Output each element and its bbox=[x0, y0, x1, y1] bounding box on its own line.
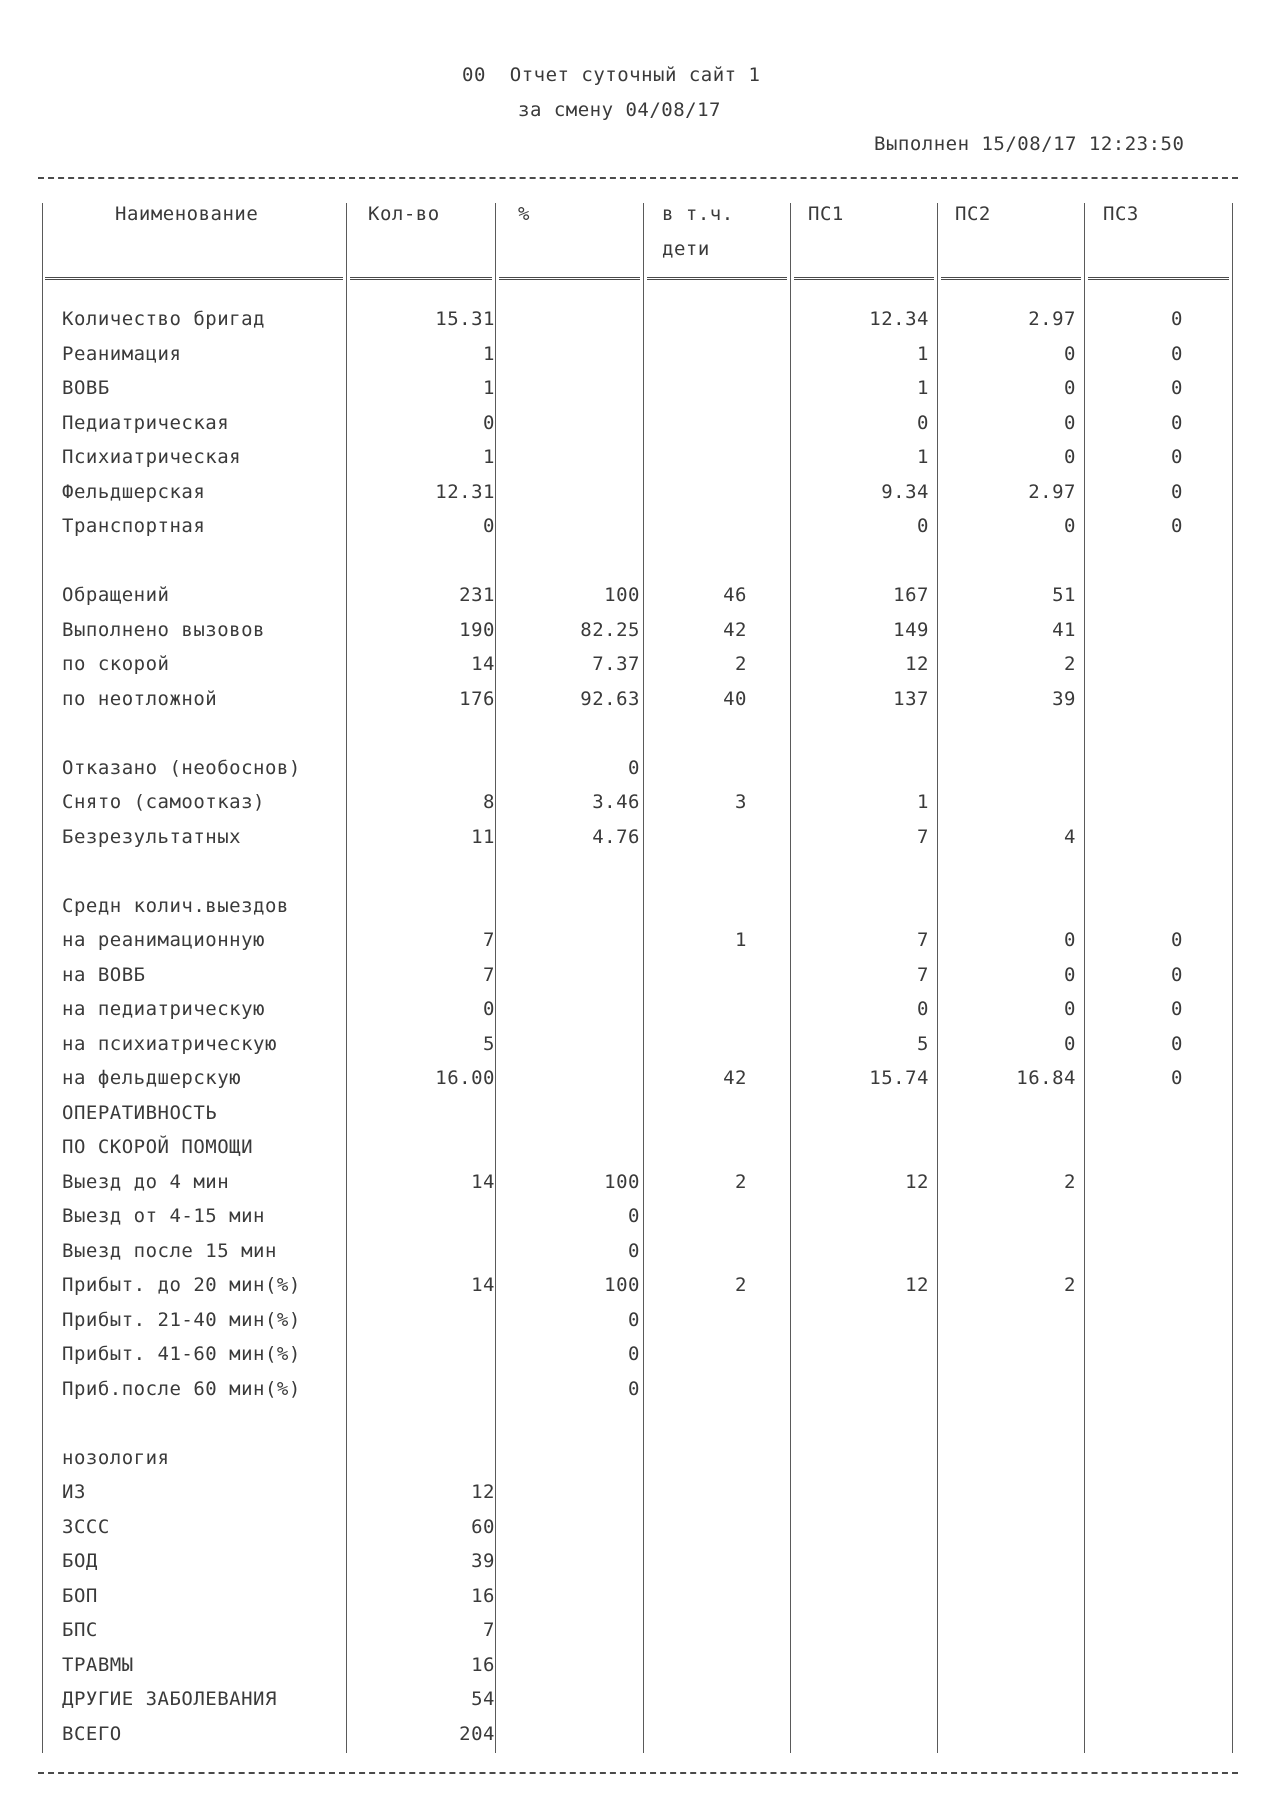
report-title: 00 Отчет суточный сайт 1 bbox=[462, 64, 761, 86]
row-name: ПО СКОРОЙ ПОМОЩИ bbox=[62, 1136, 254, 1158]
row-ps1: 15.74 bbox=[869, 1067, 929, 1089]
row-qty: 1 bbox=[483, 342, 495, 365]
row-kids: 46 bbox=[723, 584, 747, 606]
row-percent: 0 bbox=[628, 1343, 640, 1365]
row-percent: 100 bbox=[604, 584, 640, 606]
column-separator bbox=[643, 203, 644, 1753]
row-ps3: 0 bbox=[1171, 998, 1183, 1020]
row-ps2: 16.84 bbox=[1016, 1067, 1076, 1089]
column-separator bbox=[495, 203, 496, 1753]
top-dashed-rule bbox=[38, 177, 1238, 179]
row-name: Безрезультатных bbox=[62, 825, 242, 848]
row-qty: 7 bbox=[483, 963, 495, 986]
row-percent: 3.46 bbox=[592, 791, 640, 813]
row-ps2: 0 bbox=[1064, 377, 1076, 399]
row-name: Прибыт. 21-40 мин(%) bbox=[62, 1308, 301, 1331]
row-qty: 231 bbox=[459, 584, 495, 606]
row-ps3: 0 bbox=[1171, 480, 1183, 503]
row-ps1: 167 bbox=[893, 584, 929, 606]
row-name: Транспортная bbox=[62, 515, 206, 537]
row-qty: 15.31 bbox=[435, 308, 495, 330]
row-qty: 0 bbox=[483, 411, 495, 434]
row-name: на реанимационную bbox=[62, 929, 265, 951]
row-name: на психиатрическую bbox=[62, 1032, 277, 1055]
row-ps1: 149 bbox=[893, 618, 929, 641]
row-name: на фельдшерскую bbox=[62, 1067, 242, 1089]
row-percent: 100 bbox=[604, 1274, 640, 1296]
row-name: Выезд до 4 мин bbox=[62, 1170, 230, 1193]
row-ps2: 2.97 bbox=[1028, 308, 1076, 330]
row-qty: 14 bbox=[471, 1170, 495, 1193]
column-header-percent: % bbox=[518, 203, 530, 225]
row-ps2: 0 bbox=[1064, 929, 1076, 951]
row-ps2: 2 bbox=[1064, 1170, 1076, 1193]
row-percent: 0 bbox=[628, 1308, 640, 1331]
row-kids: 2 bbox=[735, 653, 747, 675]
column-separator bbox=[1232, 203, 1233, 1753]
row-qty: 16 bbox=[471, 1584, 495, 1607]
row-ps3: 0 bbox=[1171, 963, 1183, 986]
row-kids: 40 bbox=[723, 687, 747, 710]
row-name: на ВОВБ bbox=[62, 963, 146, 986]
row-qty: 12 bbox=[471, 1481, 495, 1503]
row-name: Реанимация bbox=[62, 342, 182, 365]
header-separator bbox=[45, 277, 343, 280]
row-qty: 54 bbox=[471, 1688, 495, 1710]
header-separator bbox=[1088, 277, 1229, 280]
column-header-ps2: ПС2 bbox=[955, 203, 991, 225]
row-ps1: 7 bbox=[917, 825, 929, 848]
column-separator bbox=[346, 203, 347, 1753]
row-percent: 100 bbox=[604, 1170, 640, 1193]
row-kids: 42 bbox=[723, 1067, 747, 1089]
row-percent: 4.76 bbox=[592, 825, 640, 848]
row-ps1: 1 bbox=[917, 791, 929, 813]
column-header-ps3: ПС3 bbox=[1103, 203, 1139, 225]
column-header-qty: Кол-во bbox=[368, 203, 440, 225]
header-separator bbox=[647, 277, 787, 280]
row-qty: 8 bbox=[483, 791, 495, 813]
row-ps3: 0 bbox=[1171, 1067, 1183, 1089]
row-name: ДРУГИЕ ЗАБОЛЕВАНИЯ bbox=[62, 1688, 277, 1710]
row-percent: 0 bbox=[628, 756, 640, 779]
row-name: Педиатрическая bbox=[62, 411, 230, 434]
row-name: Снято (самоотказ) bbox=[62, 791, 265, 813]
row-name: ИЗ bbox=[62, 1481, 86, 1503]
row-kids: 1 bbox=[735, 929, 747, 951]
row-ps3: 0 bbox=[1171, 411, 1183, 434]
row-ps2: 2 bbox=[1064, 653, 1076, 675]
row-name: Средн колич.выездов bbox=[62, 894, 289, 917]
row-name: Количество бригад bbox=[62, 308, 265, 330]
row-ps1: 1 bbox=[917, 342, 929, 365]
row-qty: 39 bbox=[471, 1550, 495, 1572]
row-ps2: 2.97 bbox=[1028, 480, 1076, 503]
row-qty: 204 bbox=[459, 1722, 495, 1745]
row-percent: 92.63 bbox=[580, 687, 640, 710]
row-ps3: 0 bbox=[1171, 342, 1183, 365]
row-name: БПС bbox=[62, 1619, 98, 1641]
row-ps1: 7 bbox=[917, 929, 929, 951]
row-name: Выезд от 4-15 мин bbox=[62, 1205, 265, 1227]
row-name: ЗССС bbox=[62, 1515, 110, 1538]
row-ps2: 0 bbox=[1064, 446, 1076, 468]
row-name: БОП bbox=[62, 1584, 98, 1607]
header-separator bbox=[941, 277, 1081, 280]
row-name: нозология bbox=[62, 1446, 170, 1469]
row-name: Фельдшерская bbox=[62, 480, 206, 503]
row-name: Прибыт. до 20 мин(%) bbox=[62, 1274, 301, 1296]
row-ps2: 51 bbox=[1052, 584, 1076, 606]
row-name: ТРАВМЫ bbox=[62, 1653, 134, 1676]
row-qty: 16.00 bbox=[435, 1067, 495, 1089]
row-ps1: 137 bbox=[893, 687, 929, 710]
row-name: по скорой bbox=[62, 653, 170, 675]
row-qty: 14 bbox=[471, 653, 495, 675]
row-ps1: 5 bbox=[917, 1032, 929, 1055]
row-ps1: 12.34 bbox=[869, 308, 929, 330]
row-ps2: 41 bbox=[1052, 618, 1076, 641]
row-ps3: 0 bbox=[1171, 515, 1183, 537]
row-qty: 0 bbox=[483, 998, 495, 1020]
row-name: ОПЕРАТИВНОСТЬ bbox=[62, 1101, 218, 1124]
column-separator bbox=[1084, 203, 1085, 1753]
row-kids: 42 bbox=[723, 618, 747, 641]
header-separator bbox=[794, 277, 934, 280]
row-qty: 60 bbox=[471, 1515, 495, 1538]
row-ps3: 0 bbox=[1171, 1032, 1183, 1055]
row-percent: 0 bbox=[628, 1239, 640, 1262]
header-separator bbox=[499, 277, 640, 280]
row-name: Выполнено вызовов bbox=[62, 618, 265, 641]
row-ps1: 12 bbox=[905, 1170, 929, 1193]
row-name: на педиатрическую bbox=[62, 998, 265, 1020]
row-ps1: 1 bbox=[917, 377, 929, 399]
row-qty: 7 bbox=[483, 929, 495, 951]
row-ps1: 0 bbox=[917, 411, 929, 434]
row-qty: 190 bbox=[459, 618, 495, 641]
column-separator bbox=[937, 203, 938, 1753]
column-header-kids-line2: дети bbox=[662, 238, 710, 260]
row-kids: 2 bbox=[735, 1170, 747, 1193]
header-separator bbox=[350, 277, 492, 280]
row-percent: 0 bbox=[628, 1205, 640, 1227]
column-header-kids: в т.ч. bbox=[662, 203, 734, 225]
bottom-dashed-rule bbox=[38, 1772, 1238, 1774]
row-ps2: 0 bbox=[1064, 515, 1076, 537]
row-ps2: 0 bbox=[1064, 411, 1076, 434]
row-qty: 11 bbox=[471, 825, 495, 848]
row-name: Выезд после 15 мин bbox=[62, 1239, 277, 1262]
row-ps3: 0 bbox=[1171, 308, 1183, 330]
row-ps3: 0 bbox=[1171, 377, 1183, 399]
row-ps2: 4 bbox=[1064, 825, 1076, 848]
row-qty: 14 bbox=[471, 1274, 495, 1296]
row-qty: 0 bbox=[483, 515, 495, 537]
row-name: ВСЕГО bbox=[62, 1722, 122, 1745]
row-name: Психиатрическая bbox=[62, 446, 242, 468]
row-kids: 2 bbox=[735, 1274, 747, 1296]
row-ps2: 2 bbox=[1064, 1274, 1076, 1296]
row-name: Обращений bbox=[62, 584, 170, 606]
column-separator bbox=[42, 203, 43, 1753]
row-name: Приб.после 60 мин(%) bbox=[62, 1377, 301, 1400]
row-qty: 12.31 bbox=[435, 480, 495, 503]
row-ps1: 0 bbox=[917, 998, 929, 1020]
row-name: по неотложной bbox=[62, 687, 218, 710]
row-ps1: 7 bbox=[917, 963, 929, 986]
row-ps3: 0 bbox=[1171, 446, 1183, 468]
generated-timestamp: Выполнен 15/08/17 12:23:50 bbox=[874, 133, 1185, 155]
row-ps2: 0 bbox=[1064, 1032, 1076, 1055]
row-ps1: 0 bbox=[917, 515, 929, 537]
row-ps2: 39 bbox=[1052, 687, 1076, 710]
row-percent: 0 bbox=[628, 1377, 640, 1400]
row-qty: 1 bbox=[483, 446, 495, 468]
row-qty: 16 bbox=[471, 1653, 495, 1676]
row-percent: 7.37 bbox=[592, 653, 640, 675]
row-name: БОД bbox=[62, 1550, 98, 1572]
row-percent: 82.25 bbox=[580, 618, 640, 641]
row-kids: 3 bbox=[735, 791, 747, 813]
column-header-ps1: ПС1 bbox=[808, 203, 844, 225]
row-ps1: 12 bbox=[905, 1274, 929, 1296]
row-qty: 7 bbox=[483, 1619, 495, 1641]
row-qty: 176 bbox=[459, 687, 495, 710]
row-ps3: 0 bbox=[1171, 929, 1183, 951]
row-name: ВОВБ bbox=[62, 377, 110, 399]
row-ps2: 0 bbox=[1064, 963, 1076, 986]
column-header-name: Наименование bbox=[115, 203, 259, 225]
row-qty: 5 bbox=[483, 1032, 495, 1055]
column-separator bbox=[790, 203, 791, 1753]
row-ps1: 9.34 bbox=[881, 480, 929, 503]
row-ps1: 1 bbox=[917, 446, 929, 468]
row-qty: 1 bbox=[483, 377, 495, 399]
row-ps2: 0 bbox=[1064, 998, 1076, 1020]
row-name: Отказано (необоснов) bbox=[62, 756, 301, 779]
row-name: Прибыт. 41-60 мин(%) bbox=[62, 1343, 301, 1365]
row-ps2: 0 bbox=[1064, 342, 1076, 365]
report-subtitle: за смену 04/08/17 bbox=[518, 99, 721, 121]
row-ps1: 12 bbox=[905, 653, 929, 675]
